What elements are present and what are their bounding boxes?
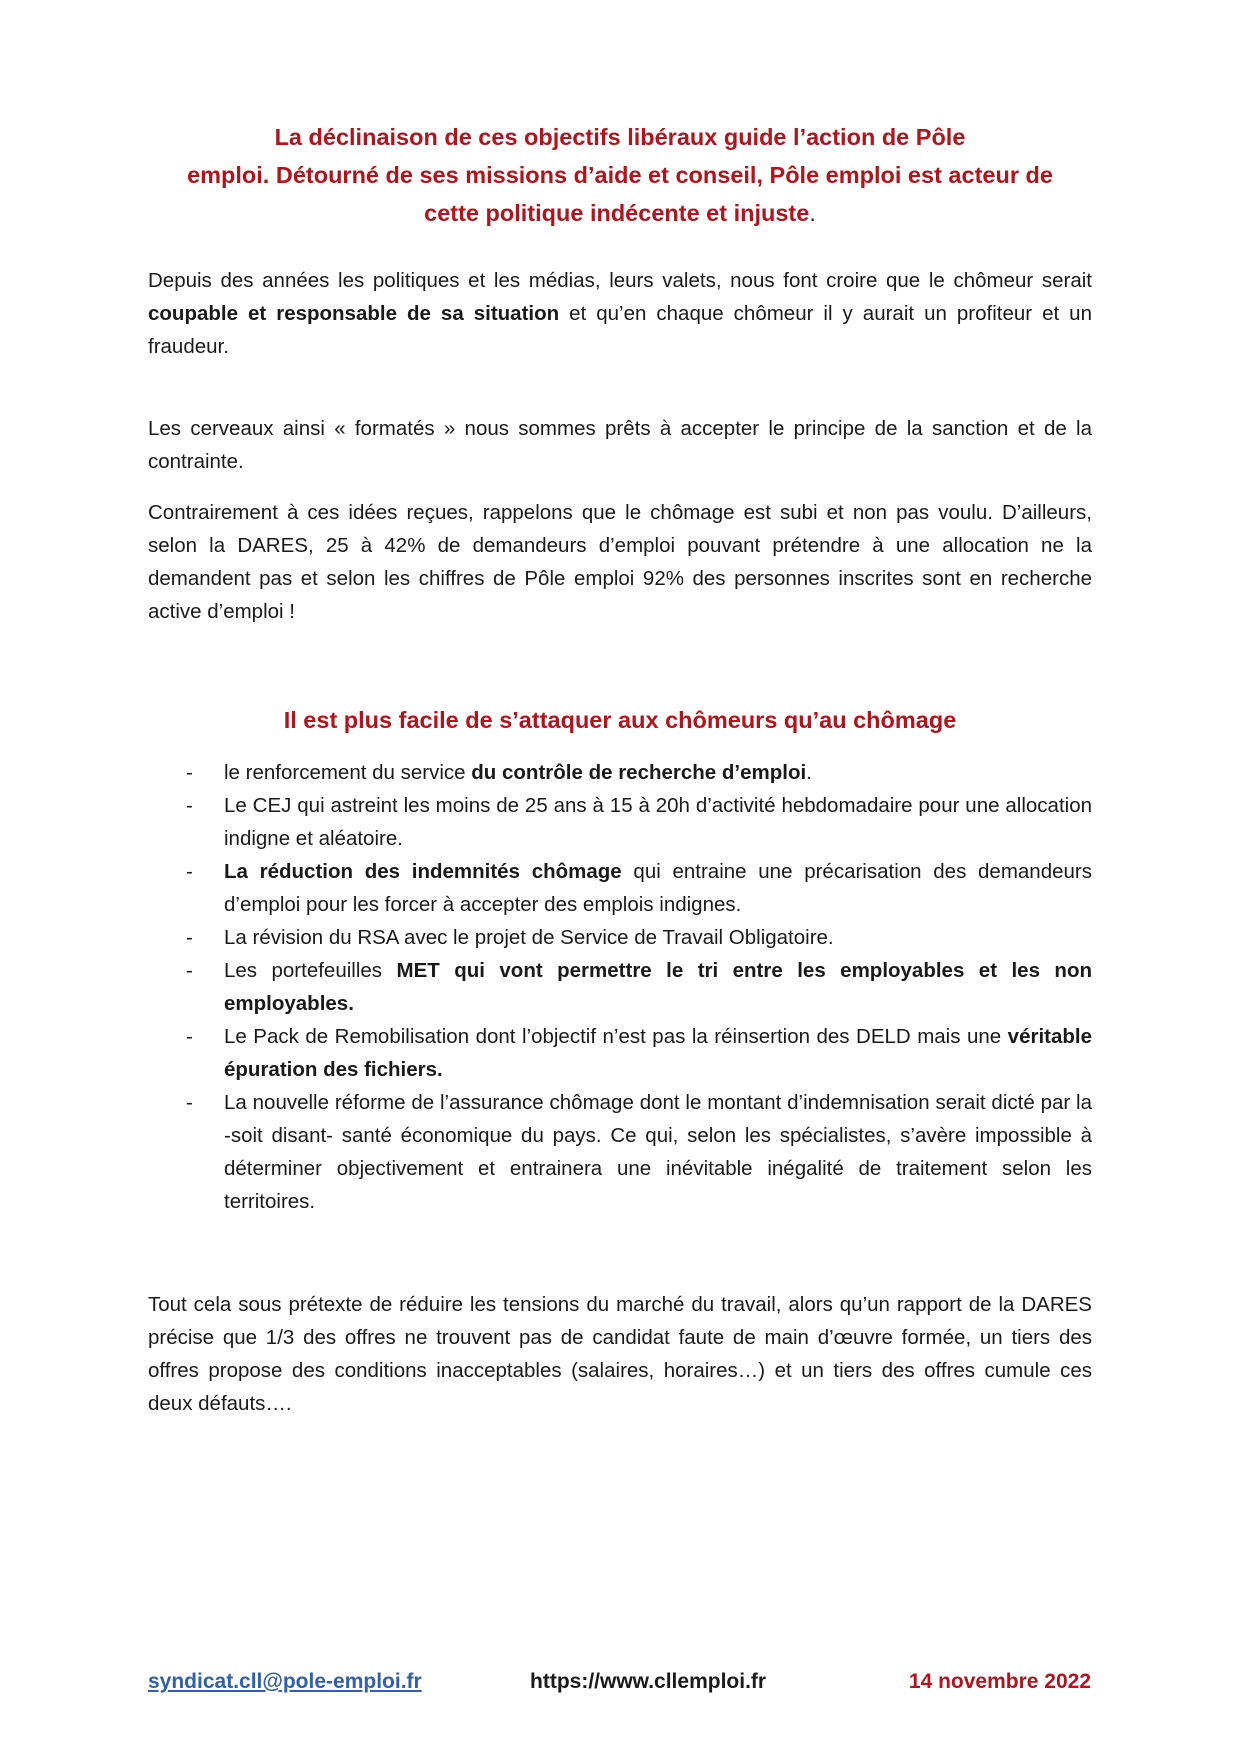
paragraph-1-text-b: et qu’en chaque chômeur il y aurait un profiteur et un fraudeur.	[148, 302, 1092, 358]
list-item-2-text: Le CEJ qui astreint les moins de 25 ans à 15 à 20h d’activité hebdomadaire pour une allocation indigne et aléatoire.	[224, 794, 1092, 850]
dash-marker: -	[186, 926, 193, 949]
list-item	[148, 855, 1092, 921]
list-item-1-text-a: le renforcement du service	[224, 761, 472, 784]
title-line-3-end: .	[809, 200, 816, 226]
document-title	[140, 118, 1100, 232]
title-line-2: emploi. Détourné de ses missions d’aide et conseil, Pôle emploi est acteur de	[187, 162, 1053, 188]
list-item	[148, 756, 1092, 789]
list-item-7-text: La nouvelle réforme de l’assurance chômage dont le montant d’indemnisation serait dicté par la -soit disant- santé économique du pays. Ce qui, selon les spécialistes, s’avère impossible à déterminer objectivement et entrainera une inévitable inégalité de traitement selon les territoires.	[224, 1091, 1092, 1213]
dash-marker: -	[186, 959, 193, 982]
list-item-5-text: Les portefeuilles	[224, 959, 397, 982]
list-item-3-bold: La réduction des indemnités chômage	[224, 860, 622, 883]
paragraph-1-bold: coupable et responsable de sa situation	[148, 302, 560, 325]
list-item	[148, 954, 1092, 1020]
list-item	[148, 1086, 1092, 1218]
list-item	[148, 921, 1092, 954]
paragraph-1	[148, 264, 1092, 363]
footer-email-link[interactable]: syndicat.cll@pole-emploi.fr	[148, 1670, 422, 1693]
paragraph-2: Les cerveaux ainsi « formatés » nous sommes prêts à accepter le principe de la sanction et de la contrainte.	[148, 417, 1092, 473]
list-item-3-text: qui entraine une précarisation des demandeurs d’emploi pour les forcer à accepter des emplois indignes.	[224, 860, 1092, 916]
dash-marker: -	[186, 1025, 193, 1048]
list-item-6-bold: véritable épuration des fichiers.	[224, 1025, 1092, 1081]
footer-date: 14 novembre 2022	[908, 1670, 1091, 1693]
list-item-1-bold: du contrôle de recherche d’emploi	[471, 761, 807, 784]
footer-website: https://www.cllemploi.fr	[530, 1670, 767, 1693]
list-item-5-bold: MET qui vont permettre le tri entre les employables et les non employables.	[224, 959, 1092, 1015]
dash-marker: -	[186, 860, 193, 883]
bullet-list	[148, 756, 1092, 1218]
page-footer	[0, 1670, 1241, 1706]
section-subtitle: Il est plus facile de s’attaquer aux chômeurs qu’au chômage	[283, 707, 957, 733]
list-item-1-text-b: .	[806, 761, 812, 784]
list-item	[148, 789, 1092, 855]
paragraph-1-text-a: Depuis des années les politiques et les médias, leurs valets, nous font croire que le chômeur serait	[148, 269, 1092, 292]
title-line-3-text: cette politique indécente et injuste	[424, 200, 810, 226]
title-line-3	[140, 194, 1100, 232]
list-item-6-text: Le Pack de Remobilisation dont l’objectif n’est pas la réinsertion des DELD mais une	[224, 1025, 1008, 1048]
paragraph-4: Tout cela sous prétexte de réduire les tensions du marché du travail, alors qu’un rapport de la DARES précise que 1/3 des offres ne trouvent pas de candidat faute de main d’œuvre formée, un tiers des offres propose des conditions inacceptables (salaires, horaires…) et un tiers des offres cumule ces deux défauts….	[148, 1293, 1092, 1415]
dash-marker: -	[186, 1091, 193, 1114]
list-item	[148, 1020, 1092, 1086]
paragraph-3: Contrairement à ces idées reçues, rappelons que le chômage est subi et non pas voulu. D’ailleurs, selon la DARES, 25 à 42% de demandeurs d’emploi pouvant prétendre à une allocation ne la demandent pas et selon les chiffres de Pôle emploi 92% des personnes inscrites sont en recherche active d’emploi !	[148, 501, 1092, 623]
title-line-1: La déclinaison de ces objectifs libéraux guide l’action de Pôle	[274, 124, 966, 150]
dash-marker: -	[186, 794, 193, 817]
dash-marker: -	[186, 761, 193, 784]
list-item-4-text: La révision du RSA avec le projet de Service de Travail Obligatoire.	[224, 926, 834, 949]
